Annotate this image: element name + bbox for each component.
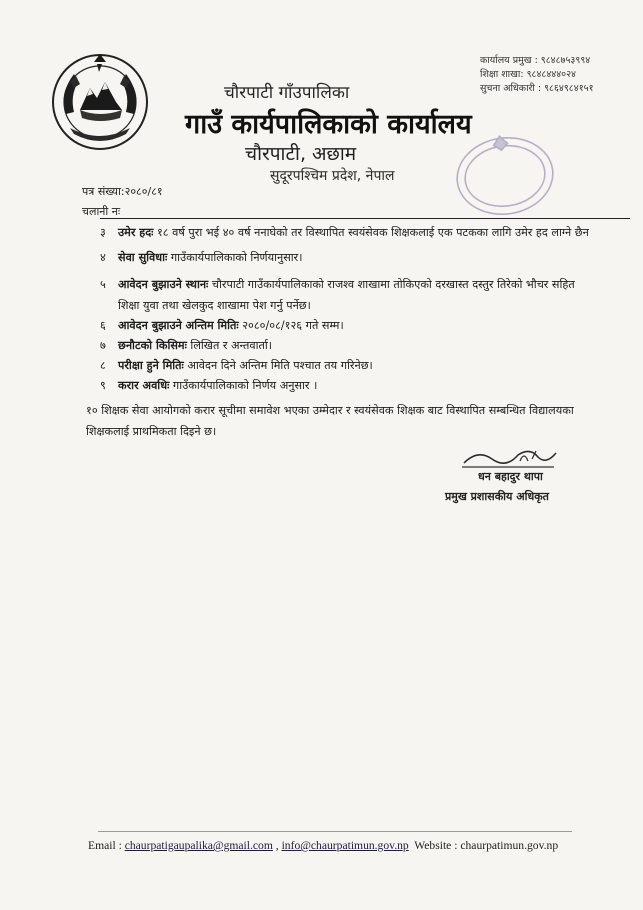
item-number: ८ [100, 359, 106, 372]
signatory-title: प्रमुख प्रशासकीय अधिकृत [445, 490, 549, 503]
government-emblem [50, 52, 150, 152]
item-text: चौरपाटी गाउँकार्यपालिकाको राजश्व शाखामा तोकिएको दरखास्त दस्तुर तिरेको भौचर सहित शिक्षा युवा तथा खेलकुद शाखामा पेश गर्नु पर्नेछ। [118, 278, 575, 312]
notice-item [100, 222, 590, 243]
item-number: ४ [100, 251, 106, 264]
office-location: चौरपाटी, अछाम [245, 143, 357, 165]
contact-line: कार्यालय प्रमुख : ९८४८७५३९९४ [480, 55, 591, 66]
item-number: ३ [100, 226, 106, 239]
letter-number: पत्र संख्या:२०८०/८१ [82, 185, 163, 198]
office-stamp [452, 128, 558, 224]
item-number: ६ [100, 319, 106, 332]
notice-item [86, 400, 586, 442]
notice-item [100, 247, 590, 268]
website-link[interactable]: chaurpatimun.gov.np [460, 839, 559, 852]
item-text: लिखित र अन्तवार्ता। [186, 339, 273, 352]
item-text: शिक्षक सेवा आयोगको करार सूचीमा समावेश भएका उम्मेदार र स्वयंसेवक शिक्षक बाट विस्थापित सम्बन्धित विद्यालयका शिक्षकलाई प्राथमिकता दिइने छ। [86, 404, 574, 438]
email-link-primary[interactable]: chaurpatigaupalika@gmail.com [124, 839, 273, 852]
item-text: आवेदन दिने अन्तिम मिति पश्चात तय गरिनेछ। [183, 359, 373, 372]
website-label: Website : [408, 839, 461, 852]
notice-item [100, 274, 590, 316]
item-text: २०८०/०८/१२६ गते सम्म। [238, 319, 344, 332]
notice-item [100, 356, 590, 376]
email-link-info[interactable]: info@chaurpatimun.gov.np [281, 839, 409, 852]
item-key: आवेदन बुझाउने अन्तिम मितिः [118, 319, 239, 332]
dispatch-number: चलानी नः [82, 205, 121, 218]
email-label: Email : [88, 839, 125, 852]
footer-contact [88, 839, 558, 852]
item-key: उमेर हदः [118, 226, 154, 239]
item-key: छनौटको किसिमः [118, 339, 187, 352]
signature-mark [458, 443, 568, 471]
footer-rule [98, 831, 572, 832]
item-text: गाउँकार्यपालिकाको निर्णयानुसार। [167, 251, 303, 264]
contact-line: सुचना अधिकारी : ९८६४९८४१५१ [480, 83, 594, 94]
item-text: गाउँकार्यपालिकाको निर्णय अनुसार । [169, 379, 318, 392]
item-key: सेवा सुविधाः [118, 251, 168, 264]
item-key: करार अवधिः [118, 379, 170, 392]
item-number: ७ [100, 339, 106, 352]
item-number: ९ [100, 379, 106, 392]
item-key: परीक्षा हुने मितिः [118, 359, 184, 372]
signatory-name: धन बहादुर थापा [478, 470, 543, 483]
header-rule [100, 218, 630, 219]
notice-item [100, 336, 590, 356]
notice-item [100, 316, 590, 336]
notice-item [100, 376, 590, 396]
item-number: ५ [100, 278, 106, 291]
footer-separator: , [272, 839, 282, 852]
contact-line: शिक्षा शाखा: ९८४८४४४०२४ [480, 69, 576, 80]
item-number: १० [86, 404, 98, 417]
contact-numbers [480, 54, 594, 96]
item-key: आवेदन बुझाउने स्थानः [118, 278, 209, 291]
item-text: १८ वर्ष पुरा भई ४० वर्ष ननाघेको तर विस्थापित स्वयंसेवक शिक्षकलाई एक पटकका लागि उमेर हद लाग्ने छैन [153, 226, 589, 239]
notice-items [86, 222, 590, 442]
office-title: गाउँ कार्यपालिकाको कार्यालय [185, 109, 472, 140]
municipality-subtitle: चौरपाटी गाँउपालिका [224, 83, 350, 103]
province-name: सुदूरपश्चिम प्रदेश, नेपाल [270, 168, 395, 184]
